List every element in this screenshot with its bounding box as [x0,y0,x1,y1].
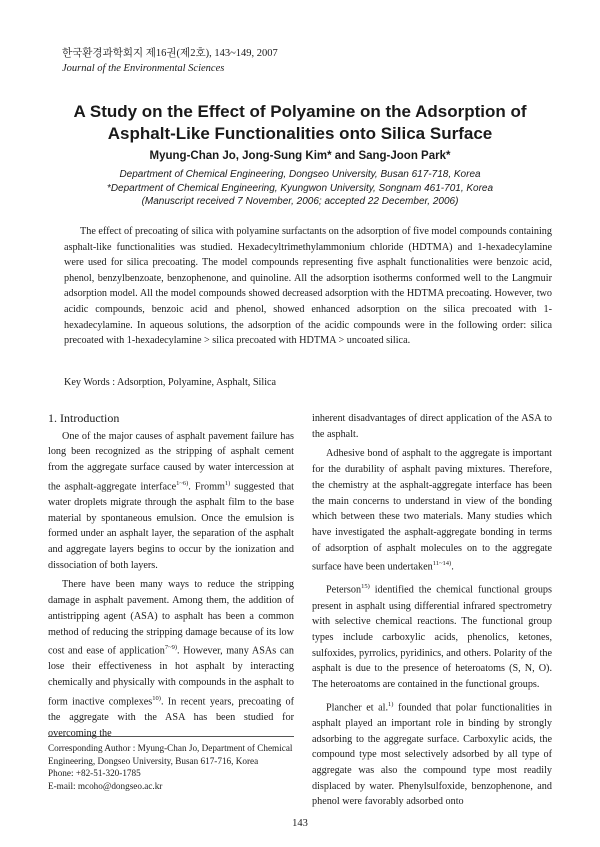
journal-citation-korean: 한국환경과학회지 제16권(제2호), 143~149, 2007 [62,48,278,59]
paragraph: Peterson$^{15)}$ identified the chemical functional groups present in asphalt using differential infrared spectrometry with selective chemical reactions. The functional group types include carboxylic acids, phenolics, ketones, sulfoxides, pyrrolics, pyridinics, and others. Polarity of the asphalt is due to the presence of heteroatoms (S, N, O). The heteroatoms are contained in the functional groups. [312,583,552,691]
footnote-divider [48,736,294,737]
journal-header [62,46,278,76]
footnote-phone: Phone: +82-51-320-1785 [48,768,141,778]
keywords: Key Words : Adsorption, Polyamine, Asphalt, Silica [64,377,277,388]
right-column [312,411,552,814]
paragraph: Adhesive bond of asphalt to the aggregate is important for the durability of asphalt paving mixtures. Therefore, the chemistry at the asphalt-aggregate interface has been the main concerns to understand in view of the bonding which between these two materials. Many studies which have investigated the asphalt-aggregate bonding in terms of adsorption of asphalt molecules on to the aggregate surface have been undertaken$^{11\sim 14)}$. [312,448,552,573]
affiliation-2: *Department of Chemical Engineering, Kyungwon University, Songnam 461-701, Korea [106,182,494,194]
corresponding-author-footnote [48,742,294,792]
affiliations [40,168,560,209]
citation-ref: 1) [388,700,394,708]
footnote-email: E-mail: mcoho@dongseo.ac.kr [48,780,163,791]
citation-ref: 1~6) [176,479,189,487]
paragraph: inherent disadvantages of direct application of the ASA to the asphalt. [312,413,552,440]
section-heading: 1. Introduction [48,411,120,425]
citation-ref: 15) [361,583,370,591]
citation-ref: 10) [152,694,161,702]
page-number: 143 [292,818,308,829]
left-column [48,411,294,745]
title-line-2: Asphalt-Like Functionalities onto Silica Surface [107,124,493,143]
manuscript-dates: (Manuscript received 7 November, 2006; accepted 22 December, 2006) [141,196,459,207]
citation-ref: 1) [224,479,231,487]
author-list: Myung-Chan Jo, Jong-Sung Kim* and Sang-Joon Park* [149,150,451,162]
abstract: The effect of precoating of silica with polyamine surfactants on the adsorption of five model compounds containing asphalt-like functionalities was studied. Hexadecyltrimethylammonium chloride (HDTMA) and 1-hexadecylamine were used for silica precoating. The model compounds representing five asphalt functionalities were benzoic acid, phenol, benzylbenzoate, benzophenone, and quinoline. All the adsorption isotherms conformed well to the Langmuir adsorption model. All the model compounds showed decreased adsorption with the HDTMA precoating. However, two acidic compounds, benzoic acid and phenol, showed enhanced adsorption on the silica precoated with 1-hexadecylamine. In aqueous solutions, the adsorption of the acidic compounds were in the following order: silica precoated with 1-hexadecylamine > silica precoated with HDTMA > uncoated silica. [64,226,552,347]
paper-title [40,101,560,145]
paragraph: Plancher et al.$^{1)}$ founded that polar functionalities in asphalt played an important role in binding by strongly adsorbing to the aggregate surface. Carboxylic acids, the compound type most selectively adsorbed by all type of aggregate was also the compound type most readily displaced by water. Phenylsulfoxide, benzophenone, and phenol were favorably adsorbed onto [312,700,552,808]
title-line-1: A Study on the Effect of Polyamine on the Adsorption of [73,102,527,121]
citation-ref: 11~14) [432,560,452,568]
affiliation-1: Department of Chemical Engineering, Dongseo University, Busan 617-718, Korea [119,169,481,180]
paragraph: One of the major causes of asphalt pavement failure has long been recognized as the stripping of asphalt cement from the aggregate surface caused by water intercession at the asphalt-aggregate interface$^{1\sim 6)}$. Fromm$^{1)}$ suggested that water droplets migrate through the asphalt film to the base material by spontaneous emulsion. Once the emulsion is formed under an asphalt layer, the separation of the asphalt and aggregate layers begins to occur by the ionization and dissociation of both layers. [48,430,294,571]
journal-name: Journal of the Environmental Sciences [62,63,225,74]
footnote-author: Corresponding Author : Myung-Chan Jo, Department of Chemical Engineering, Dongseo University, Busan 617-716, Korea [48,743,293,766]
citation-ref: 7~9) [164,644,177,652]
paragraph: There have been many ways to reduce the stripping damage in asphalt pavement. Among them, the addition of antistripping agent (ASA) to asphalt has been a common method of reducing the stripping damage because of its low cost and ease of application$^{7\sim 9)}$. However, many ASAs can lose their effectiveness in hot asphalt by interacting chemically and physically with compounds in the asphalt to form inactive complexes$^{10)}$. In recent years, precoating of the aggregate with the ASA has been studied for overcoming the [48,579,294,739]
